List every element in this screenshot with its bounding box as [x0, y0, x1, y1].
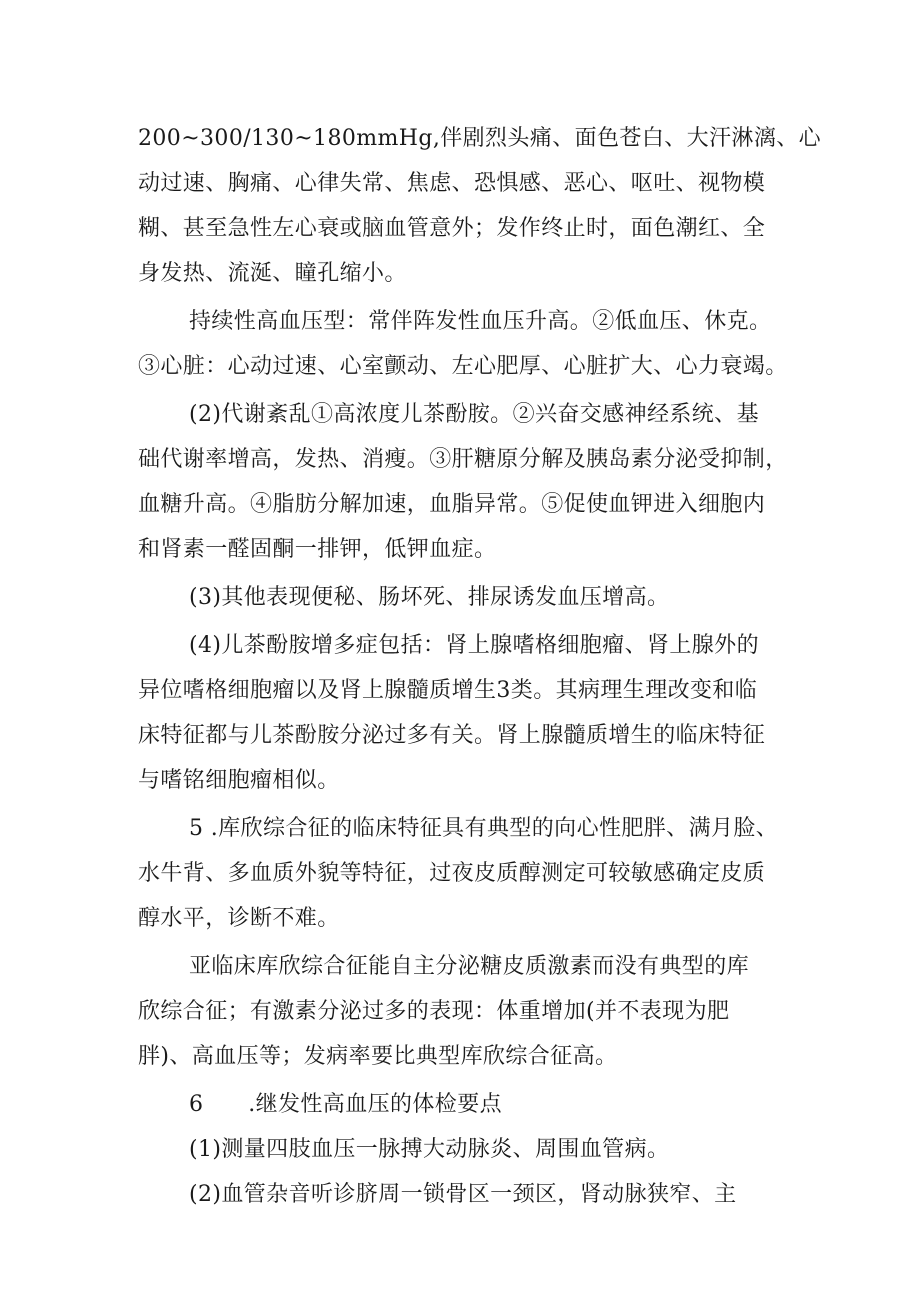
text-line: 胖)、高血压等；发病率要比典型库欣综合征高。 [138, 1044, 618, 1069]
text-line: 5 .库欣综合征的临床特征具有典型的向心性肥胖、满月脸、 [189, 816, 779, 841]
text-line: 糊、甚至急性左心衰或脑血管意外；发作终止时，面色潮红、全 [138, 216, 766, 241]
text-line: 床特征都与儿茶酚胺分泌过多有关。肾上腺髓质增生的临床特征 [138, 723, 766, 748]
text-line: 200~300/130~180mmHg,伴剧烈头痛、面色苍白、大汗淋漓、心 [138, 126, 822, 151]
text-line: 础代谢率增高，发热、消瘦。③肝糖原分解及胰岛素分泌受抑制， [138, 447, 788, 472]
text-line: (3)其他表现便秘、肠坏死、排尿诱发血压增高。 [189, 585, 670, 610]
text-line: 6 .继发性高血压的体检要点 [189, 1092, 502, 1117]
text-line: 身发热、流涎、瞳孔缩小。 [138, 261, 407, 286]
text-line: 持续性高血压型：常伴阵发性血压升高。②低血压、休克。 [189, 309, 772, 334]
text-line: 醇水平，诊断不难。 [138, 906, 340, 931]
text-line: (4)儿茶酚胺增多症包括：肾上腺嗜格细胞瘤、肾上腺外的 [189, 633, 759, 658]
text-line: 水牛背、多血质外貌等特征，过夜皮质醇测定可较敏感确定皮质 [138, 861, 766, 886]
text-line: (1)测量四肢血压一脉搏大动脉炎、周围血管病。 [189, 1137, 670, 1162]
text-line: 亚临床库欣综合征能自主分泌糖皮质激素而没有典型的库 [189, 954, 750, 979]
text-line: 与嗜铭细胞瘤相似。 [138, 768, 340, 793]
text-line: (2)代谢紊乱①高浓度儿茶酚胺。②兴奋交感神经系统、基 [189, 402, 759, 427]
text-line: 异位嗜格细胞瘤以及肾上腺髓质增生3类。其病理生理改变和临 [138, 678, 758, 703]
text-line: 血糖升高。④脂肪分解加速，血脂异常。⑤促使血钾进入细胞内 [138, 492, 766, 517]
document-body [138, 116, 822, 1217]
text-line: 和肾素一醛固酮一排钾，低钾血症。 [138, 537, 497, 562]
text-line: 动过速、胸痛、心律失常、焦虑、恐惧感、恶心、呕吐、视物模 [138, 171, 766, 196]
text-line: ③心脏：心动过速、心室颤动、左心肥厚、心脏扩大、心力衰竭。 [138, 354, 788, 379]
text-line: (2)血管杂音听诊脐周一锁骨区一颈区，肾动脉狭窄、主 [189, 1182, 737, 1207]
text-line: 欣综合征；有激素分泌过多的表现：体重增加(并不表现为肥 [138, 999, 730, 1024]
